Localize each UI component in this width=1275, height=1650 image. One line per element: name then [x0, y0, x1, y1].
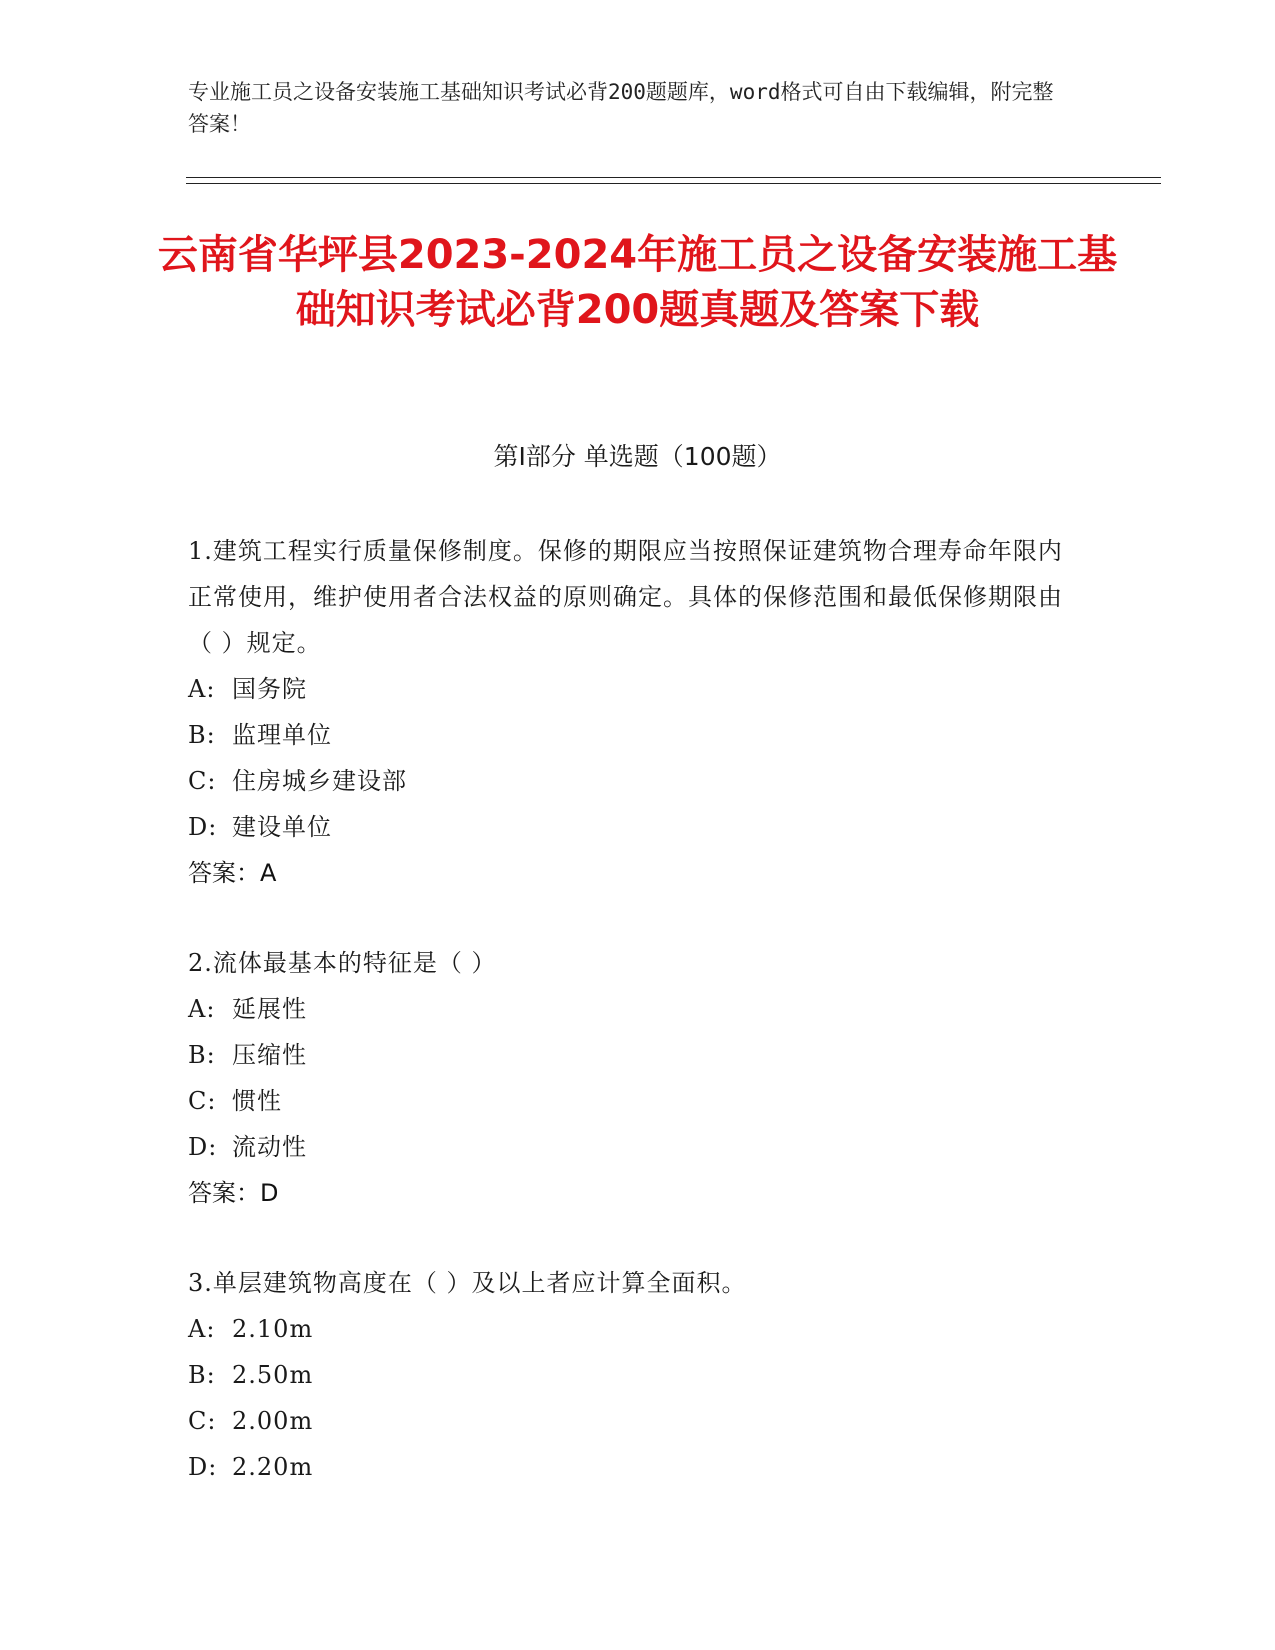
option-b — [188, 1352, 1068, 1398]
header-divider-top — [186, 177, 1161, 178]
option-d — [188, 804, 1068, 850]
option-d — [188, 1124, 1068, 1170]
option-text: 国务院 — [232, 675, 307, 703]
option-d — [188, 1444, 1068, 1490]
section-heading: 第I部分 单选题（100题） — [493, 442, 782, 471]
option-label: B: — [188, 1361, 216, 1389]
answer-line: 答案：A — [188, 859, 277, 887]
option-a — [188, 666, 1068, 712]
question-stem: 1.建筑工程实行质量保修制度。保修的期限应当按照保证建筑物合理寿命年限内正常使用，维护使用者合法权益的原则确定。具体的保修范围和最低保修期限由（ ）规定。 — [188, 537, 1063, 657]
option-label: B: — [188, 721, 216, 749]
option-a — [188, 986, 1068, 1032]
option-text: 2.00m — [232, 1407, 314, 1435]
question-3 — [188, 1260, 1068, 1490]
question-1 — [188, 528, 1068, 896]
option-text: 延展性 — [232, 995, 307, 1023]
document-title: 云南省华坪县2023-2024年施工员之设备安装施工基础知识考试必背200题真题及答案下载 — [157, 232, 1118, 333]
option-label: C: — [188, 1087, 217, 1115]
option-label: C: — [188, 767, 217, 795]
option-label: A: — [188, 995, 216, 1023]
option-text: 2.50m — [232, 1361, 314, 1389]
option-text: 2.10m — [232, 1315, 314, 1343]
option-label: D: — [188, 813, 218, 841]
option-text: 监理单位 — [232, 721, 332, 749]
option-text: 住房城乡建设部 — [232, 767, 407, 795]
question-stem: 2.流体最基本的特征是（ ） — [188, 949, 497, 977]
option-c — [188, 758, 1068, 804]
option-label: D: — [188, 1133, 218, 1161]
option-label: D: — [188, 1453, 218, 1481]
option-text: 2.20m — [232, 1453, 314, 1481]
option-text: 建设单位 — [232, 813, 332, 841]
option-label: A: — [188, 675, 216, 703]
option-b — [188, 1032, 1068, 1078]
header-note: 专业施工员之设备安装施工基础知识考试必背200题题库，word格式可自由下载编辑，附完整答案！ — [188, 80, 1054, 136]
option-label: B: — [188, 1041, 216, 1069]
option-label: A: — [188, 1315, 216, 1343]
answer-line: 答案：D — [188, 1179, 279, 1207]
option-b — [188, 712, 1068, 758]
option-text: 惯性 — [232, 1087, 282, 1115]
option-label: C: — [188, 1407, 217, 1435]
option-text: 压缩性 — [232, 1041, 307, 1069]
option-a — [188, 1306, 1068, 1352]
option-c — [188, 1398, 1068, 1444]
header-divider-bottom — [186, 183, 1161, 184]
question-2 — [188, 940, 1068, 1216]
option-c — [188, 1078, 1068, 1124]
option-text: 流动性 — [232, 1133, 307, 1161]
question-list — [188, 528, 1068, 1534]
question-stem: 3.单层建筑物高度在（ ）及以上者应计算全面积。 — [188, 1269, 747, 1297]
